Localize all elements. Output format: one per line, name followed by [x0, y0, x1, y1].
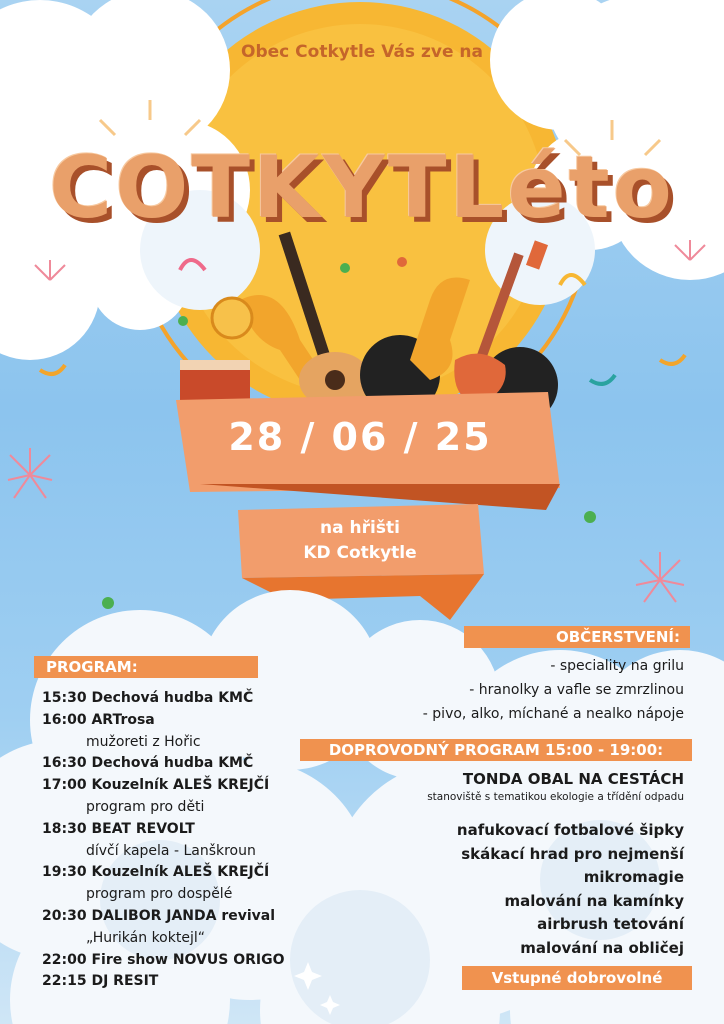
program-list — [42, 688, 342, 993]
activity-item: airbrush tetování — [537, 915, 684, 933]
program-name: DALIBOR JANDA revival — [91, 907, 276, 924]
refreshment-item: - speciality na grilu — [550, 658, 684, 674]
refreshments-list — [340, 654, 684, 726]
event-venue — [240, 516, 480, 566]
program-item — [42, 971, 342, 993]
program-item-note: „Hurikán koktejl“ — [86, 929, 205, 946]
program-name: DJ RESIT — [91, 973, 159, 990]
program-item-note: program pro děti — [86, 798, 205, 815]
activity-item: malování na obličej — [520, 938, 684, 957]
program-item — [42, 862, 342, 884]
program-item — [42, 906, 342, 928]
program-time: 16:00 — [42, 711, 87, 728]
program-time: 15:30 — [42, 690, 87, 706]
program-time: 20:30 — [42, 907, 87, 924]
program-name: Fire show NOVUS ORIGO — [91, 951, 285, 968]
venue-line-2: KD Cotkytle — [303, 543, 417, 563]
activity-item: skákací hrad pro nejmenší — [461, 844, 684, 863]
program-item — [42, 819, 342, 841]
venue-line-1: na hřišti — [320, 518, 400, 538]
refreshment-item: - hranolky a vafle se zmrzlinou — [469, 682, 684, 698]
program-item — [42, 688, 342, 710]
program-label: PROGRAM: — [34, 656, 258, 678]
program-time: 19:30 — [42, 864, 87, 881]
refreshments-label: OBČERSTVENÍ: — [464, 626, 690, 648]
program-name: BEAT REVOLT — [91, 820, 195, 837]
invitation-text: Obec Cotkytle Vás zve na — [241, 42, 483, 62]
program-item — [42, 753, 342, 775]
program-time: 17:00 — [42, 777, 87, 794]
activity-item: malování na kamínky — [504, 891, 684, 910]
program-name: Dechová hudba KMČ — [91, 755, 254, 772]
program-name: Dechová hudba KMČ — [91, 690, 254, 706]
refreshment-item: - pivo, alko, míchané a nealko nápoje — [422, 706, 684, 722]
program-item — [42, 710, 342, 732]
extra-program-label: DOPROVODNÝ PROGRAM 15:00 - 19:00: — [300, 739, 692, 761]
event-date: 28 / 06 / 25 — [228, 415, 492, 459]
extra-program-highlight: TONDA OBAL NA CESTÁCH — [462, 770, 684, 788]
event-title: COTKYTLéto — [49, 138, 675, 238]
program-name: ARTrosa — [91, 711, 155, 728]
program-time: 18:30 — [42, 820, 87, 837]
program-item-note: mužoreti z Hořic — [86, 733, 201, 750]
program-name: Kouzelník ALEŠ KREJČÍ — [91, 864, 270, 881]
program-item-note: dívčí kapela - Lanškroun — [86, 842, 256, 859]
extra-program-highlight-note: stanoviště s tematikou ekologie a třídění odpadu — [427, 791, 684, 803]
activity-item: mikromagie — [583, 868, 684, 886]
program-item — [42, 775, 342, 797]
program-time: 22:00 — [42, 951, 87, 968]
entry-fee-badge: Vstupné dobrovolné — [462, 966, 692, 990]
program-time: 22:15 — [42, 973, 87, 990]
program-item-note: program pro dospělé — [86, 886, 233, 903]
activity-item: nafukovací fotbalové šipky — [456, 821, 684, 839]
activities-list — [380, 819, 684, 960]
program-time: 16:30 — [42, 755, 87, 772]
program-item — [42, 950, 342, 972]
program-name: Kouzelník ALEŠ KREJČÍ — [91, 777, 270, 794]
